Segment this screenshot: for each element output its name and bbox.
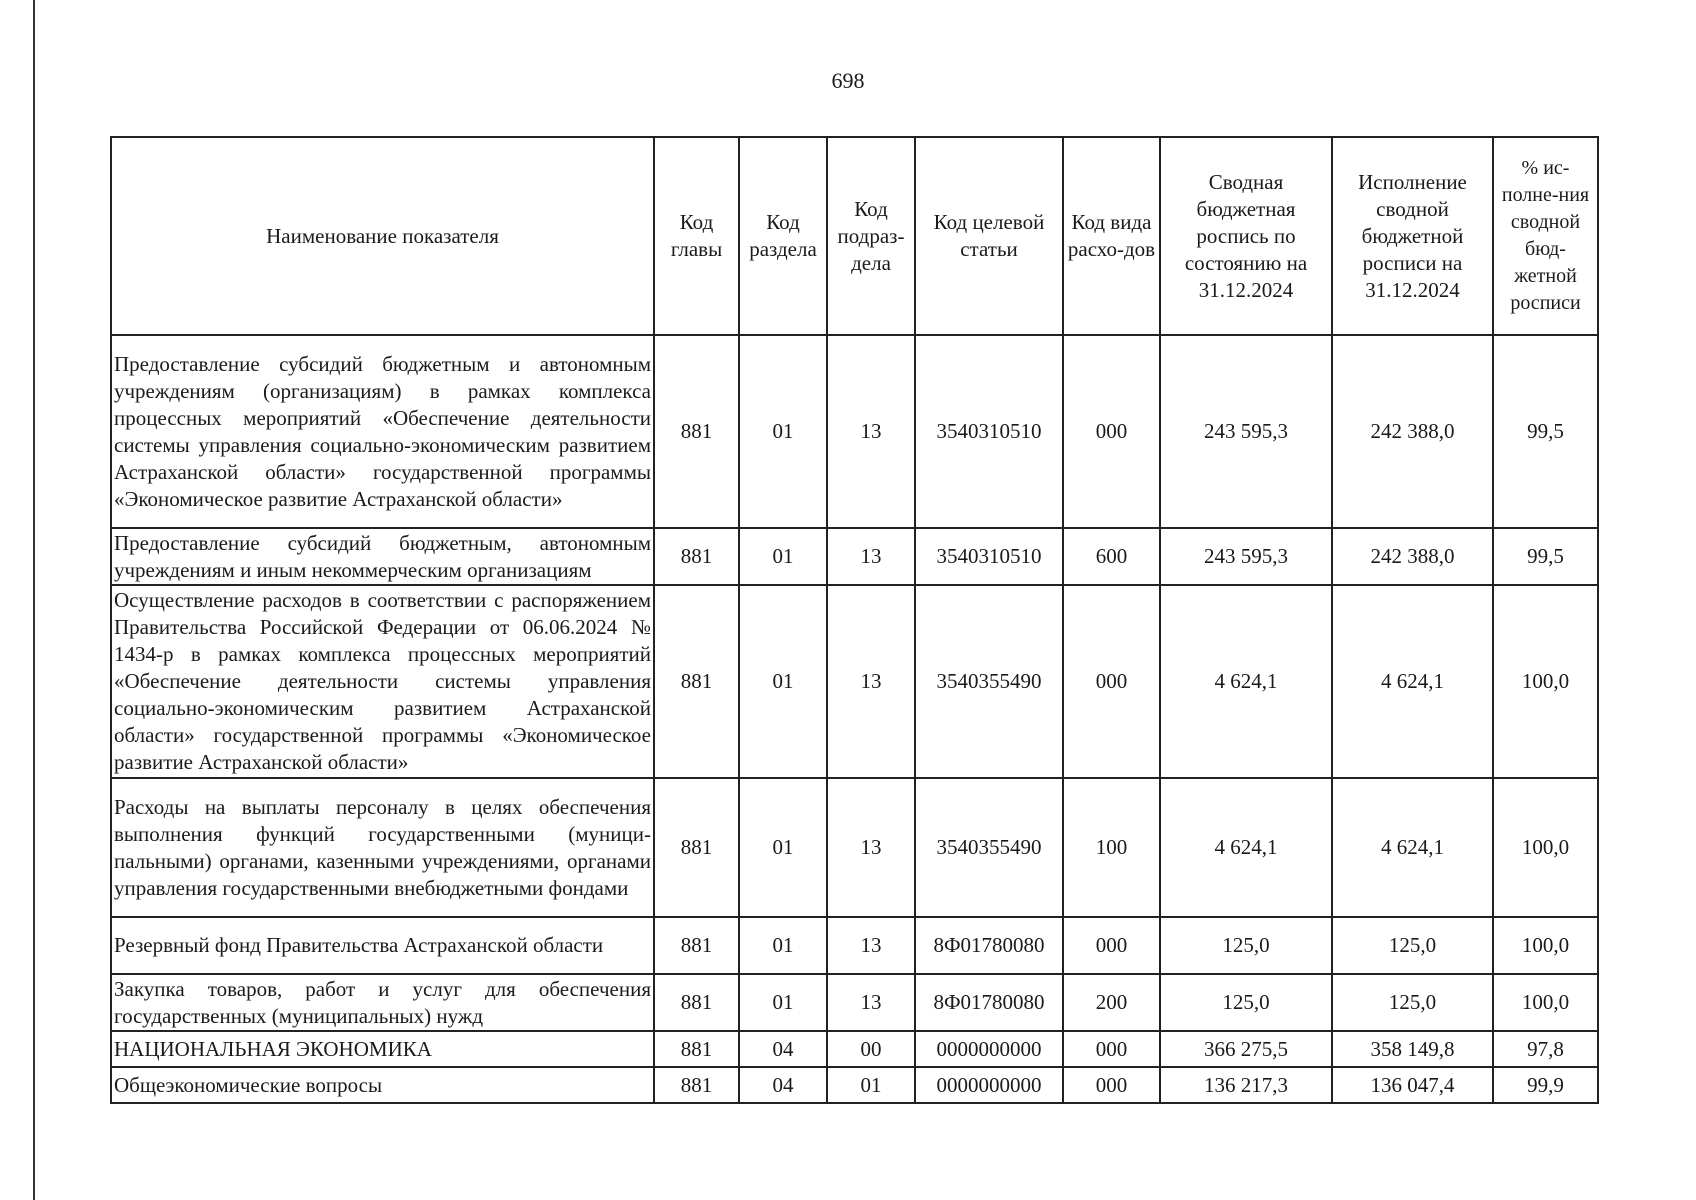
row-budget-execution: 242 388,0 — [1332, 335, 1493, 528]
row-section-code: 01 — [739, 335, 827, 528]
page-number: 698 — [831, 68, 865, 93]
row-name: Предоставление субсидий бюджетным и автономным учреждениям (организациям) в рамках комплекса процессных мероприятий «Обеспечение деятельности системы управления социально-экономическим развитием Астраханской области» государственной программы «Экономическое развитие Астраханской области» — [111, 335, 654, 528]
row-target-code: 8Ф01780080 — [915, 917, 1063, 974]
header-name: Наименование показателя — [111, 137, 654, 335]
row-budget-plan: 125,0 — [1160, 974, 1332, 1031]
row-execution-percent: 97,8 — [1493, 1031, 1598, 1067]
row-expense-type-code: 000 — [1063, 1067, 1160, 1103]
row-budget-execution: 4 624,1 — [1332, 585, 1493, 778]
header-expense-type-code: Код вида расхо-дов — [1063, 137, 1160, 335]
row-execution-percent: 100,0 — [1493, 585, 1598, 778]
header-execution-percent: % ис-полне-ния сводной бюд-жетной росписи — [1493, 137, 1598, 335]
row-budget-plan: 243 595,3 — [1160, 335, 1332, 528]
row-chapter-code: 881 — [654, 1067, 739, 1103]
row-expense-type-code: 200 — [1063, 974, 1160, 1031]
row-section-code: 04 — [739, 1031, 827, 1067]
row-target-code: 0000000000 — [915, 1067, 1063, 1103]
row-section-code: 04 — [739, 1067, 827, 1103]
row-budget-plan: 243 595,3 — [1160, 528, 1332, 585]
header-subsection-code: Код подраз-дела — [827, 137, 915, 335]
row-target-code: 3540310510 — [915, 528, 1063, 585]
row-chapter-code: 881 — [654, 778, 739, 917]
budget-execution-table — [110, 136, 1599, 1104]
header-budget-execution: Исполнение сводной бюджетной росписи на 31.12.2024 — [1332, 137, 1493, 335]
row-target-code: 3540355490 — [915, 778, 1063, 917]
row-budget-plan: 125,0 — [1160, 917, 1332, 974]
row-subsection-code: 13 — [827, 528, 915, 585]
row-subsection-code: 13 — [827, 917, 915, 974]
table-body — [111, 335, 1598, 1103]
row-expense-type-code: 100 — [1063, 778, 1160, 917]
row-budget-plan: 366 275,5 — [1160, 1031, 1332, 1067]
row-subsection-code: 13 — [827, 335, 915, 528]
row-name: Осуществление расходов в соответствии с распоряжением Правительства Российской Федерации от 06.06.2024 № 1434-р в рамках комплекса процессных мероприятий «Обеспечение деятельности системы управления социально-экономическим развитием Астраханской области» государственной программы «Экономическое развитие Астраханской области» — [111, 585, 654, 778]
header-target-code: Код целевой статьи — [915, 137, 1063, 335]
row-section-code: 01 — [739, 778, 827, 917]
row-name: Предоставление субсидий бюджетным, автономным учреждениям и иным некоммерческим организациям — [111, 528, 654, 585]
row-chapter-code: 881 — [654, 585, 739, 778]
row-budget-execution: 125,0 — [1332, 917, 1493, 974]
row-subsection-code: 00 — [827, 1031, 915, 1067]
table-row — [111, 778, 1598, 917]
table-row — [111, 974, 1598, 1031]
row-chapter-code: 881 — [654, 974, 739, 1031]
row-section-code: 01 — [739, 585, 827, 778]
row-subsection-code: 13 — [827, 778, 915, 917]
row-execution-percent: 99,5 — [1493, 335, 1598, 528]
row-target-code: 3540310510 — [915, 335, 1063, 528]
header-section-code: Код раздела — [739, 137, 827, 335]
row-section-code: 01 — [739, 917, 827, 974]
row-chapter-code: 881 — [654, 1031, 739, 1067]
row-budget-plan: 4 624,1 — [1160, 585, 1332, 778]
row-name: Резервный фонд Правительства Астраханской области — [111, 917, 654, 974]
row-name: НАЦИОНАЛЬНАЯ ЭКОНОМИКА — [111, 1031, 654, 1067]
table-row — [111, 1031, 1598, 1067]
row-chapter-code: 881 — [654, 917, 739, 974]
row-name: Расходы на выплаты персоналу в целях обеспечения выполнения функций государственными (муниципальными) органами, казенными учреждениями, органами управления государственными внебюджетными фондами — [111, 778, 654, 917]
row-expense-type-code: 000 — [1063, 1031, 1160, 1067]
row-chapter-code: 881 — [654, 528, 739, 585]
table-row — [111, 585, 1598, 778]
row-budget-execution: 4 624,1 — [1332, 778, 1493, 917]
table-row — [111, 917, 1598, 974]
table-row — [111, 528, 1598, 585]
row-expense-type-code: 000 — [1063, 585, 1160, 778]
row-budget-execution: 358 149,8 — [1332, 1031, 1493, 1067]
row-subsection-code: 13 — [827, 974, 915, 1031]
row-execution-percent: 99,5 — [1493, 528, 1598, 585]
row-expense-type-code: 000 — [1063, 335, 1160, 528]
row-chapter-code: 881 — [654, 335, 739, 528]
row-subsection-code: 13 — [827, 585, 915, 778]
header-chapter-code: Код главы — [654, 137, 739, 335]
row-section-code: 01 — [739, 528, 827, 585]
row-execution-percent: 100,0 — [1493, 974, 1598, 1031]
row-budget-execution: 125,0 — [1332, 974, 1493, 1031]
row-expense-type-code: 000 — [1063, 917, 1160, 974]
row-target-code: 0000000000 — [915, 1031, 1063, 1067]
row-execution-percent: 100,0 — [1493, 917, 1598, 974]
row-budget-plan: 136 217,3 — [1160, 1067, 1332, 1103]
row-name: Общеэкономические вопросы — [111, 1067, 654, 1103]
row-budget-execution: 136 047,4 — [1332, 1067, 1493, 1103]
row-section-code: 01 — [739, 974, 827, 1031]
table-row — [111, 1067, 1598, 1103]
row-execution-percent: 100,0 — [1493, 778, 1598, 917]
row-execution-percent: 99,9 — [1493, 1067, 1598, 1103]
row-subsection-code: 01 — [827, 1067, 915, 1103]
table-row — [111, 335, 1598, 528]
row-target-code: 8Ф01780080 — [915, 974, 1063, 1031]
row-target-code: 3540355490 — [915, 585, 1063, 778]
row-expense-type-code: 600 — [1063, 528, 1160, 585]
table-header-row — [111, 137, 1598, 335]
row-name: Закупка товаров, работ и услуг для обеспечения государственных (муниципальных) нужд — [111, 974, 654, 1031]
page-edge-rule — [33, 0, 35, 1200]
header-budget-plan: Сводная бюджетная роспись по состоянию на 31.12.2024 — [1160, 137, 1332, 335]
row-budget-execution: 242 388,0 — [1332, 528, 1493, 585]
row-budget-plan: 4 624,1 — [1160, 778, 1332, 917]
